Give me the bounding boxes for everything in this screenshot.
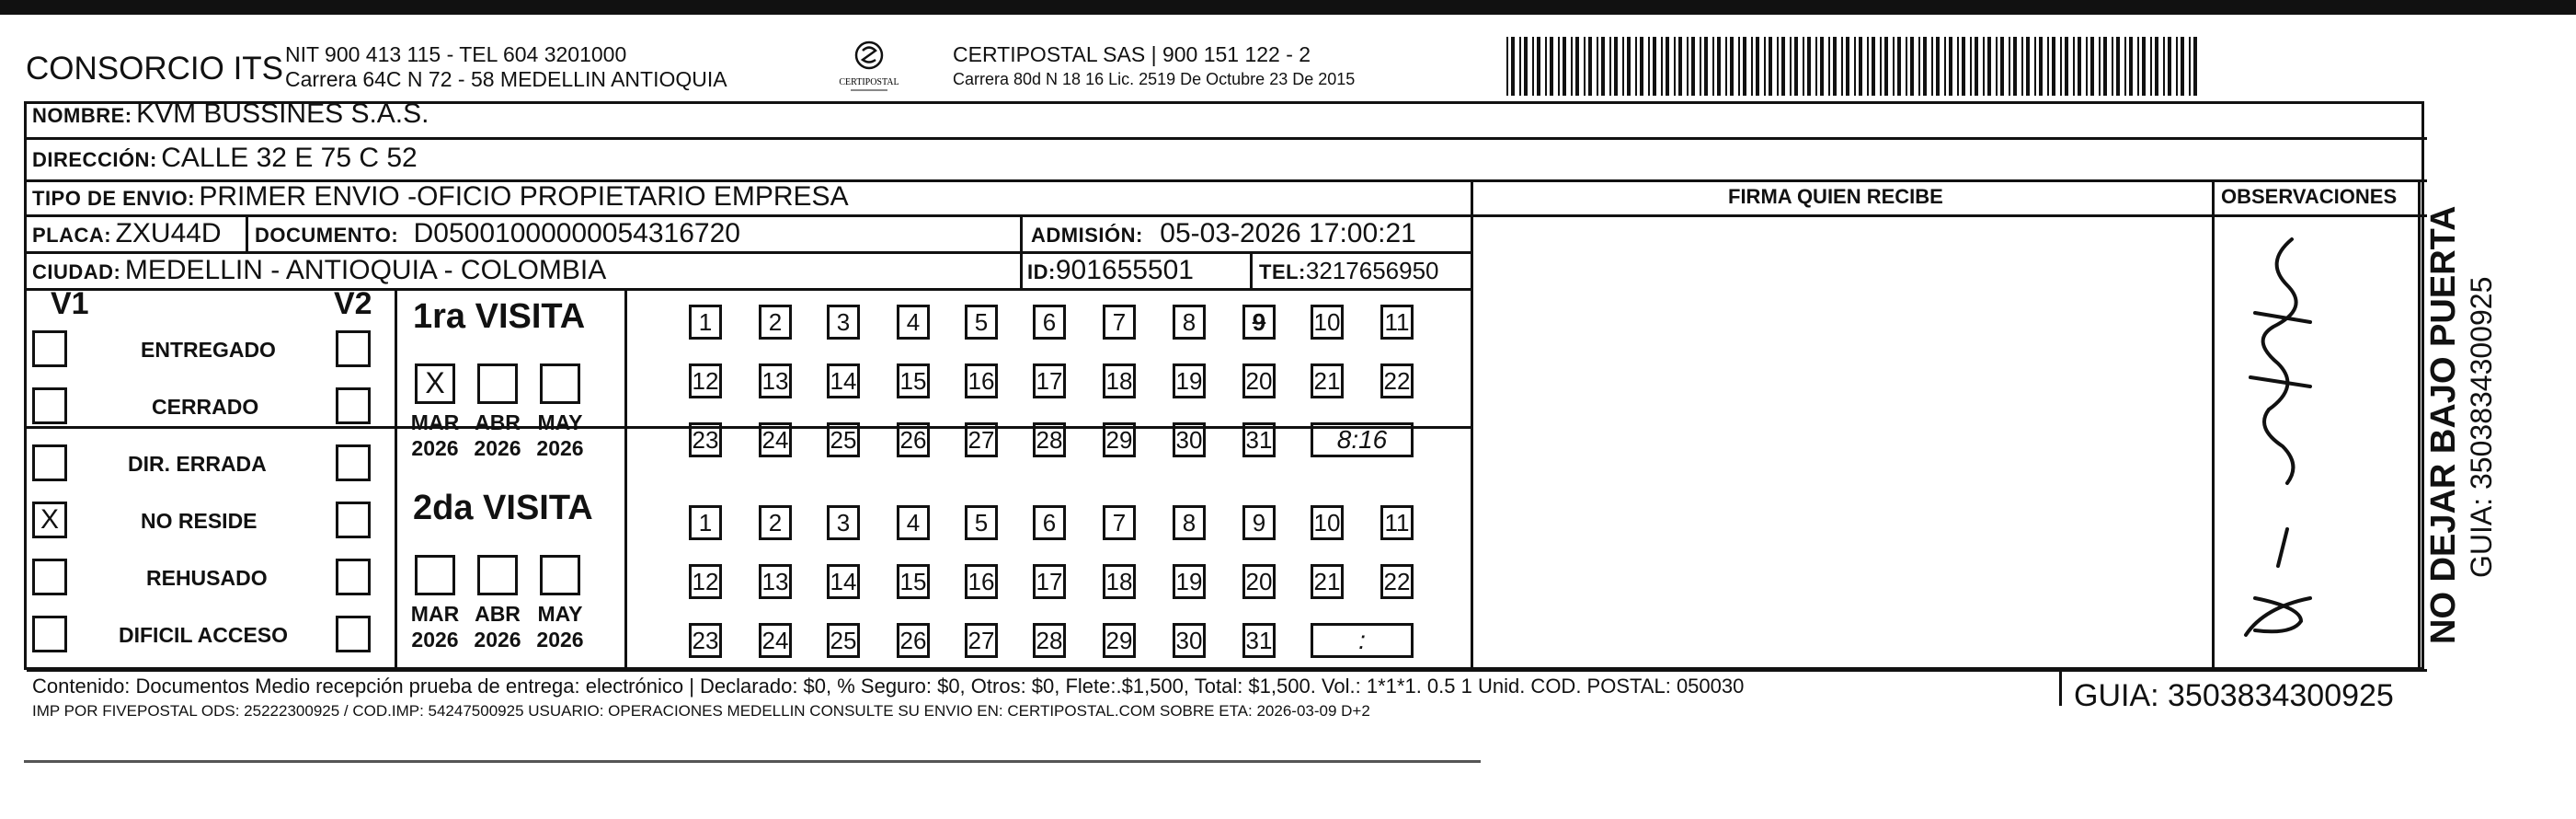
day-box[interactable]: 7 [1103, 505, 1136, 540]
v2-status-checkbox[interactable] [336, 444, 371, 481]
day-box[interactable]: 19 [1173, 363, 1206, 398]
nombre-value: KVM BUSSINES S.A.S. [136, 98, 429, 129]
id-cell [1027, 255, 1194, 286]
barcode-bar [1975, 37, 1978, 96]
admision-label: ADMISIÓN: [1031, 224, 1143, 247]
day-box[interactable]: 25 [827, 422, 860, 457]
barcode-bar [1880, 37, 1882, 96]
day-box[interactable]: 3 [827, 305, 860, 340]
barcode-bar [1545, 37, 1547, 96]
barcode-bar [1601, 37, 1605, 96]
month-name: ABR [475, 602, 521, 626]
day-box[interactable]: 11 [1380, 305, 1414, 340]
barcode-bar [2137, 37, 2139, 96]
certipostal-nit: CERTIPOSTAL SAS | 900 151 122 - 2 [953, 42, 1311, 66]
barcode-bar [1751, 37, 1753, 96]
barcode-bar [1506, 37, 1508, 96]
barcode-bar [1666, 37, 1669, 96]
day-box[interactable]: 4 [897, 505, 930, 540]
cut-line [24, 760, 1348, 763]
row-divider [27, 137, 2427, 140]
barcode-bar [1584, 37, 1586, 96]
month-label [532, 601, 588, 652]
barcode-bar [1704, 37, 1708, 96]
barcode-bar [2021, 37, 2023, 96]
barcode-bar [2086, 37, 2088, 96]
day-box[interactable]: 3 [827, 505, 860, 540]
v2-status-checkbox[interactable] [336, 387, 371, 424]
barcode-bar [1987, 37, 1991, 96]
status-label: REHUSADO [146, 566, 268, 590]
visit-time-box[interactable]: : [1311, 623, 1414, 658]
barcode-bar [2142, 37, 2146, 96]
tipo-label: TIPO DE ENVIO: [32, 187, 195, 210]
barcode-bar [1614, 37, 1618, 96]
barcode-bar [2189, 37, 2191, 96]
month-checkbox[interactable] [540, 555, 580, 595]
day-box[interactable]: 8 [1173, 305, 1206, 340]
day-box[interactable]: 12 [689, 564, 722, 599]
barcode-bar [2099, 37, 2101, 96]
barcode-bar [1691, 37, 1695, 96]
admision-cell [1031, 218, 1416, 249]
barcode-bar [1725, 37, 1727, 96]
day-box[interactable]: 25 [827, 623, 860, 658]
col-divider [624, 288, 627, 669]
day-box[interactable]: 13 [759, 363, 792, 398]
day-box[interactable]: 18 [1103, 363, 1136, 398]
day-box[interactable]: 31 [1242, 422, 1276, 457]
day-box[interactable]: 19 [1173, 564, 1206, 599]
barcode-bar [1970, 37, 1972, 96]
day-box[interactable]: 20 [1242, 564, 1276, 599]
visit-time-box[interactable]: 8:16 [1311, 422, 1414, 457]
side-warning: NO DEJAR BAJO PUERTA [2424, 205, 2463, 644]
ciudad-cell [32, 255, 606, 286]
barcode-bar [1678, 37, 1682, 96]
day-box[interactable]: 5 [965, 305, 998, 340]
day-box[interactable]: 9 [1242, 505, 1276, 540]
month-year: 2026 [536, 628, 584, 652]
barcode-bar [1807, 37, 1811, 96]
day-box[interactable]: 15 [897, 564, 930, 599]
barcode-bar [1627, 37, 1631, 96]
barcode-bar [2034, 37, 2036, 96]
barcode-bar [1738, 37, 1740, 96]
tipo-row [32, 181, 849, 213]
col-divider [2418, 179, 2421, 669]
barcode-bar [1537, 37, 1540, 96]
barcode-bar [2052, 37, 2055, 96]
footer-divider [27, 669, 2427, 672]
day-box[interactable]: 6 [1033, 505, 1066, 540]
barcode-bar [1906, 37, 1907, 96]
barcode-bar [1700, 37, 1701, 96]
documento-cell [255, 218, 740, 249]
footer-content: Contenido: Documentos Medio recepción prueba de entrega: electrónico | Declarado: $0, % Seguro: $0, Otros: $0, Flete:.$1,500, Total: $1,500. Vol.: 1*1*1. 0.5 1 Unid. COD. POSTAL: 050030 [32, 675, 1745, 698]
day-box[interactable]: 15 [897, 363, 930, 398]
day-box[interactable]: 9 [1242, 305, 1276, 340]
month-name: MAY [537, 410, 583, 434]
barcode-bar [1571, 37, 1573, 96]
barcode-bar [1944, 37, 1946, 96]
barcode-bar [1957, 37, 1959, 96]
v1-status-checkbox[interactable] [32, 559, 67, 595]
barcode-bar [1781, 37, 1785, 96]
day-box[interactable]: 7 [1103, 305, 1136, 340]
placa-value: ZXU44D [115, 218, 222, 248]
barcode-bar [2009, 37, 2010, 96]
barcode-bar [2073, 37, 2075, 96]
barcode-bar [1828, 37, 1830, 96]
status-label: DIR. ERRADA [128, 452, 267, 476]
barcode-bar [1653, 37, 1656, 96]
barcode-bar [1936, 37, 1940, 96]
month-name: MAY [537, 602, 583, 626]
company-address: Carrera 64C N 72 - 58 MEDELLIN ANTIOQUIA [285, 67, 727, 91]
day-box[interactable]: 26 [897, 623, 930, 658]
row-divider [27, 214, 1471, 217]
month-year: 2026 [474, 436, 521, 460]
day-box[interactable]: 29 [1103, 422, 1136, 457]
barcode-bar [1661, 37, 1663, 96]
row-divider [27, 288, 1471, 291]
day-box[interactable]: 27 [965, 623, 998, 658]
day-box[interactable]: 4 [897, 305, 930, 340]
day-box[interactable]: 23 [689, 422, 722, 457]
documento-value: D05001000000054316720 [413, 218, 740, 248]
day-box[interactable]: 8 [1173, 505, 1206, 540]
barcode-bar [2026, 37, 2030, 96]
status-label: DIFICIL ACCESO [119, 623, 289, 647]
barcode-bar [1519, 37, 1521, 96]
tel-label: TEL: [1259, 260, 1306, 283]
barcode-bar [1563, 37, 1566, 96]
month-name: MAR [410, 410, 460, 434]
firma-header: FIRMA QUIEN RECIBE [1728, 185, 1943, 208]
barcode-bar [1764, 37, 1766, 96]
day-box[interactable]: 28 [1033, 623, 1066, 658]
nombre-row [32, 98, 429, 130]
certipostal-logo-icon [828, 37, 910, 98]
barcode-bar [1996, 37, 1998, 96]
v1-status-checkbox[interactable] [32, 330, 67, 367]
day-box[interactable]: 13 [759, 564, 792, 599]
day-box[interactable]: 29 [1103, 623, 1136, 658]
day-box[interactable]: 1 [689, 305, 722, 340]
visit2-title: 2da VISITA [413, 489, 593, 527]
month-checkbox[interactable] [415, 555, 455, 595]
company-nit: NIT 900 413 115 - TEL 604 3201000 [285, 42, 627, 66]
barcode-bar [1674, 37, 1676, 96]
guia-number: GUIA: 3503834300925 [2074, 678, 2394, 713]
barcode-bar [1648, 37, 1650, 96]
day-box[interactable]: 22 [1380, 564, 1414, 599]
ciudad-value: MEDELLIN - ANTIOQUIA - COLOMBIA [124, 255, 607, 285]
barcode-bar [2129, 37, 2133, 96]
barcode-bar [1588, 37, 1592, 96]
day-box[interactable]: 26 [897, 422, 930, 457]
delivery-form [24, 98, 2424, 720]
placa-cell [32, 218, 222, 249]
handwritten-observation-signature [2200, 212, 2338, 653]
day-box[interactable]: 27 [965, 422, 998, 457]
v1-status-checkbox[interactable] [32, 387, 67, 424]
certipostal-address: Carrera 80d N 18 16 Lic. 2519 De Octubre 23 De 2015 [953, 70, 1356, 88]
barcode-bar [2193, 37, 2197, 96]
barcode-bar [1597, 37, 1598, 96]
barcode-bar [1687, 37, 1689, 96]
barcode-bar [2078, 37, 2081, 96]
direccion-value: CALLE 32 E 75 C 52 [161, 143, 418, 173]
v2-status-checkbox[interactable] [336, 559, 371, 595]
day-box[interactable]: 16 [965, 363, 998, 398]
barcode-bar [1962, 37, 1965, 96]
visit1-title: 1ra VISITA [413, 297, 586, 336]
day-box[interactable]: 30 [1173, 422, 1206, 457]
barcode-bar [2163, 37, 2165, 96]
barcode-bar [2168, 37, 2171, 96]
day-box[interactable]: 14 [827, 363, 860, 398]
v1-status-checkbox[interactable] [32, 616, 67, 652]
certipostal-logo [828, 37, 910, 98]
barcode-bar [2176, 37, 2178, 96]
day-box[interactable]: 31 [1242, 623, 1276, 658]
col-divider [1250, 251, 1253, 288]
id-value: 901655501 [1055, 255, 1194, 285]
barcode-bar [1859, 37, 1862, 96]
day-box[interactable]: 17 [1033, 564, 1066, 599]
v2-status-checkbox[interactable] [336, 502, 371, 538]
month-year: 2026 [411, 628, 459, 652]
barcode-bar [1794, 37, 1798, 96]
month-label [532, 410, 588, 461]
day-box[interactable]: 30 [1173, 623, 1206, 658]
barcode-bar [1743, 37, 1746, 96]
barcode-bar [1820, 37, 1824, 96]
barcode-bar [1893, 37, 1895, 96]
barcode-bar [1949, 37, 1952, 96]
col-divider [246, 214, 248, 251]
day-box[interactable]: 2 [759, 505, 792, 540]
day-box[interactable]: 10 [1311, 305, 1344, 340]
barcode-bar [2181, 37, 2184, 96]
direccion-row [32, 143, 418, 174]
barcode-bar [1769, 37, 1772, 96]
barcode-bar [1524, 37, 1528, 96]
barcode-bar [1854, 37, 1856, 96]
day-box[interactable]: 17 [1033, 363, 1066, 398]
barcode-bar [1635, 37, 1637, 96]
day-box[interactable]: 2 [759, 305, 792, 340]
barcode-bar [2103, 37, 2107, 96]
barcode-bar [2039, 37, 2043, 96]
barcode-bar [1897, 37, 1901, 96]
month-label [407, 601, 463, 652]
day-box[interactable]: 1 [689, 505, 722, 540]
barcode-bar [1867, 37, 1869, 96]
day-box[interactable]: 5 [965, 505, 998, 540]
barcode-bar [2065, 37, 2068, 96]
barcode-bar [2047, 37, 2049, 96]
day-box[interactable]: 18 [1103, 564, 1136, 599]
tel-value: 3217656950 [1305, 257, 1439, 284]
top-edge [0, 0, 2576, 15]
barcode-bar [1730, 37, 1734, 96]
barcode-bar [1815, 37, 1817, 96]
month-checkbox[interactable] [540, 363, 580, 404]
barcode-bar [2116, 37, 2120, 96]
barcode-bar [2013, 37, 2017, 96]
side-guia: GUIA: 3503834300925 [2465, 276, 2498, 578]
barcode-bar [1790, 37, 1792, 96]
month-name: ABR [475, 410, 521, 434]
barcode-bar [1575, 37, 1579, 96]
day-box[interactable]: 10 [1311, 505, 1344, 540]
col-divider [1020, 214, 1023, 288]
barcode-bar [1550, 37, 1553, 96]
admision-value: 05-03-2026 17:00:21 [1160, 218, 1416, 248]
direccion-label: DIRECCIÓN: [32, 148, 157, 171]
barcode [1506, 37, 2198, 96]
month-label [470, 410, 525, 461]
cut-line [1205, 760, 1481, 763]
month-checkbox[interactable] [477, 363, 518, 404]
certipostal-info [953, 42, 1355, 92]
barcode-bar [2150, 37, 2152, 96]
ciudad-label: CIUDAD: [32, 260, 121, 283]
day-box[interactable]: 21 [1311, 564, 1344, 599]
day-box[interactable]: 21 [1311, 363, 1344, 398]
barcode-bar [2090, 37, 2094, 96]
status-label: CERRADO [152, 395, 259, 419]
id-label: ID: [1027, 260, 1056, 283]
month-label [407, 410, 463, 461]
barcode-bar [1918, 37, 1920, 96]
v2-status-checkbox[interactable] [336, 616, 371, 652]
barcode-bar [2060, 37, 2062, 96]
barcode-bar [1609, 37, 1611, 96]
barcode-bar [1532, 37, 1534, 96]
month-year: 2026 [411, 436, 459, 460]
barcode-bar [1622, 37, 1624, 96]
day-box[interactable]: 24 [759, 422, 792, 457]
month-checkbox[interactable] [477, 555, 518, 595]
placa-label: PLACA: [32, 224, 112, 247]
col-divider [2059, 669, 2062, 706]
tipo-value: PRIMER ENVIO -OFICIO PROPIETARIO EMPRESA [199, 181, 849, 212]
status-label: ENTREGADO [141, 338, 276, 362]
barcode-bar [1717, 37, 1721, 96]
barcode-bar [1777, 37, 1779, 96]
v1-status-checkbox[interactable] [32, 444, 67, 481]
barcode-bar [1884, 37, 1888, 96]
v2-header: V2 [334, 286, 372, 321]
nombre-label: NOMBRE: [32, 104, 132, 127]
day-box[interactable]: 24 [759, 623, 792, 658]
month-year: 2026 [474, 628, 521, 652]
barcode-bar [1558, 37, 1560, 96]
day-box[interactable]: 28 [1033, 422, 1066, 457]
v2-status-checkbox[interactable] [336, 330, 371, 367]
barcode-bar [1931, 37, 1933, 96]
status-label: NO RESIDE [141, 509, 258, 533]
day-box[interactable]: 23 [689, 623, 722, 658]
v1-header: V1 [51, 286, 89, 321]
day-box[interactable]: 14 [827, 564, 860, 599]
day-box[interactable]: 22 [1380, 363, 1414, 398]
tel-cell [1259, 257, 1439, 285]
observaciones-header: OBSERVACIONES [2221, 185, 2398, 208]
row-divider [27, 251, 1471, 254]
col-divider [395, 288, 397, 669]
documento-label: DOCUMENTO: [255, 224, 399, 247]
col-divider [1471, 179, 1473, 669]
barcode-bar [1841, 37, 1843, 96]
day-box[interactable]: 6 [1033, 305, 1066, 340]
barcode-bar [1923, 37, 1927, 96]
barcode-bar [1511, 37, 1515, 96]
barcode-bar [1846, 37, 1849, 96]
day-box[interactable]: 12 [689, 363, 722, 398]
barcode-bar [1983, 37, 1985, 96]
barcode-bar [1833, 37, 1837, 96]
barcode-bar [2124, 37, 2126, 96]
barcode-bar [1756, 37, 1759, 96]
barcode-bar [1872, 37, 1875, 96]
month-year: 2026 [536, 436, 584, 460]
day-box[interactable]: 20 [1242, 363, 1276, 398]
barcode-bar [1910, 37, 1914, 96]
day-box[interactable]: 16 [965, 564, 998, 599]
v1-status-checkbox[interactable]: X [32, 502, 67, 538]
barcode-bar [1712, 37, 1714, 96]
barcode-bar [1640, 37, 1643, 96]
barcode-bar [1803, 37, 1804, 96]
logo-text: CERTIPOSTAL [839, 77, 899, 87]
barcode-bar [2155, 37, 2158, 96]
day-box[interactable]: 11 [1380, 505, 1414, 540]
month-name: MAR [410, 602, 460, 626]
month-checkbox[interactable]: X [415, 363, 455, 404]
company-name: CONSORCIO ITS [26, 51, 284, 87]
footer-imp: IMP POR FIVEPOSTAL ODS: 25222300925 / COD.IMP: 54247500925 USUARIO: OPERACIONES MEDELLIN CONSULTE SU ENVIO EN: CERTIPOSTAL.COM SOBRE ETA: 2026-03-09 D+2 [32, 702, 1370, 720]
barcode-bar [2000, 37, 2004, 96]
barcode-bar [2112, 37, 2113, 96]
month-label [470, 601, 525, 652]
company-info [285, 42, 727, 92]
